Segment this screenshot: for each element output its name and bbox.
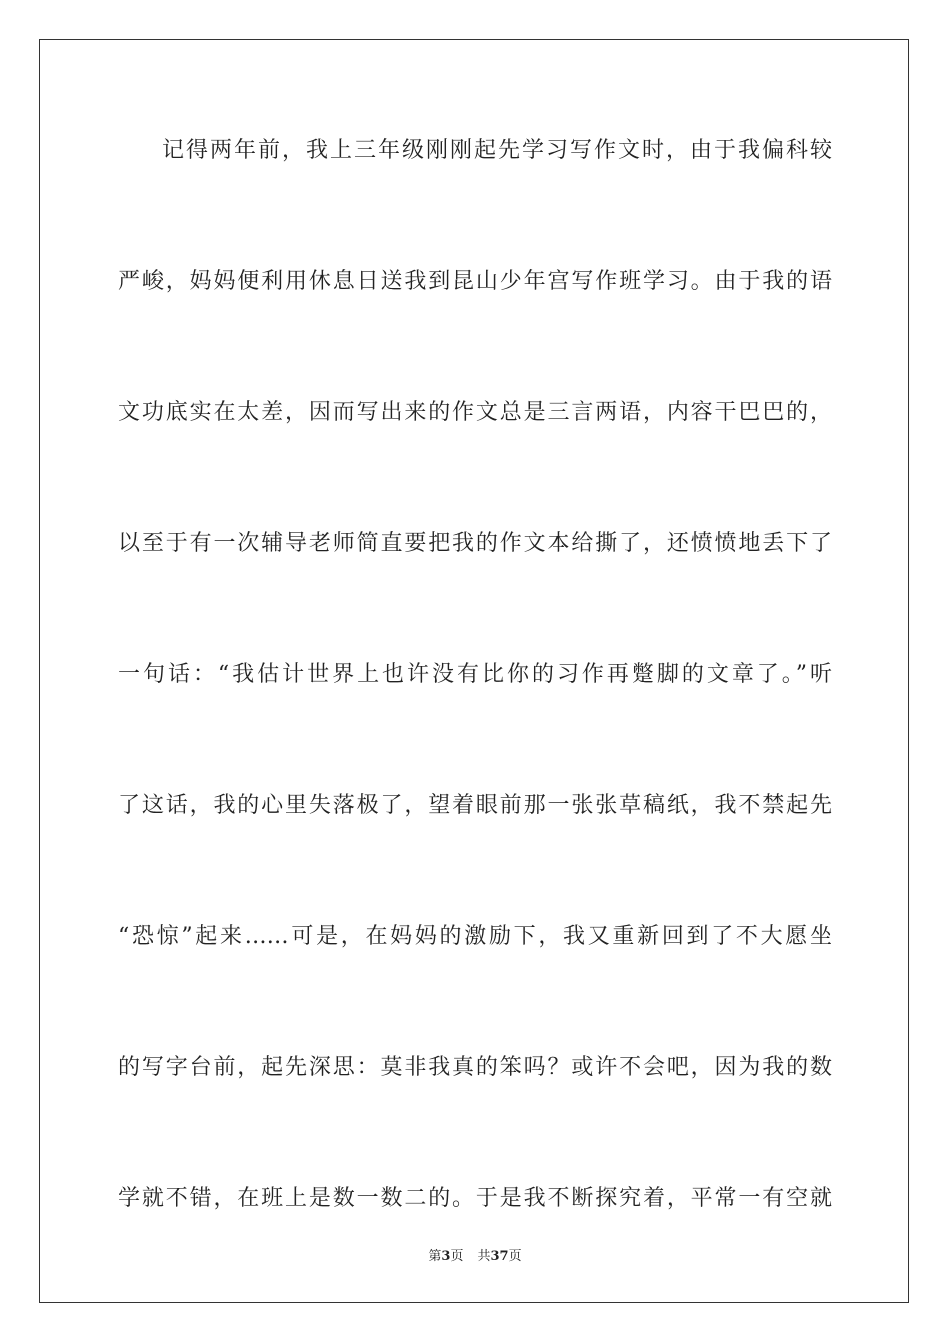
text-line-9: 学就不错，在班上是数一数二的。于是我不断探究着，平常一有空就 [118, 1186, 832, 1211]
text-line-8: 的写字台前，起先深思：莫非我真的笨吗？或许不会吧，因为我的数 [118, 1055, 832, 1080]
total-pages: 37 [490, 1249, 509, 1264]
text-line-6: 了这话，我的心里失落极了，望着眼前那一张张草稿纸，我不禁起先 [118, 793, 832, 818]
text-line-1: 记得两年前，我上三年级刚刚起先学习写作文时，由于我偏科较 [162, 138, 832, 163]
page-suffix: 页 [450, 1249, 464, 1264]
total-prefix: 共 [477, 1249, 491, 1264]
text-line-3: 文功底实在太差，因而写出来的作文总是三言两语，内容干巴巴的， [118, 400, 832, 425]
document-body [118, 126, 832, 1224]
text-line-2: 严峻，妈妈便利用休息日送我到昆山少年宫写作班学习。由于我的语 [118, 269, 832, 294]
total-suffix: 页 [508, 1249, 522, 1264]
text-line-4: 以至于有一次辅导老师简直要把我的作文本给撕了，还愤愤地丢下了 [118, 531, 832, 556]
page-prefix: 第 [428, 1249, 442, 1264]
text-line-5: 一句话：“我估计世界上也许没有比你的习作再蹩脚的文章了。”听 [118, 662, 832, 687]
text-line-7: “恐惊”起来……可是，在妈妈的激励下，我又重新回到了不大愿坐 [118, 924, 832, 949]
page-footer [0, 1248, 950, 1266]
page-number: 3 [441, 1249, 451, 1264]
